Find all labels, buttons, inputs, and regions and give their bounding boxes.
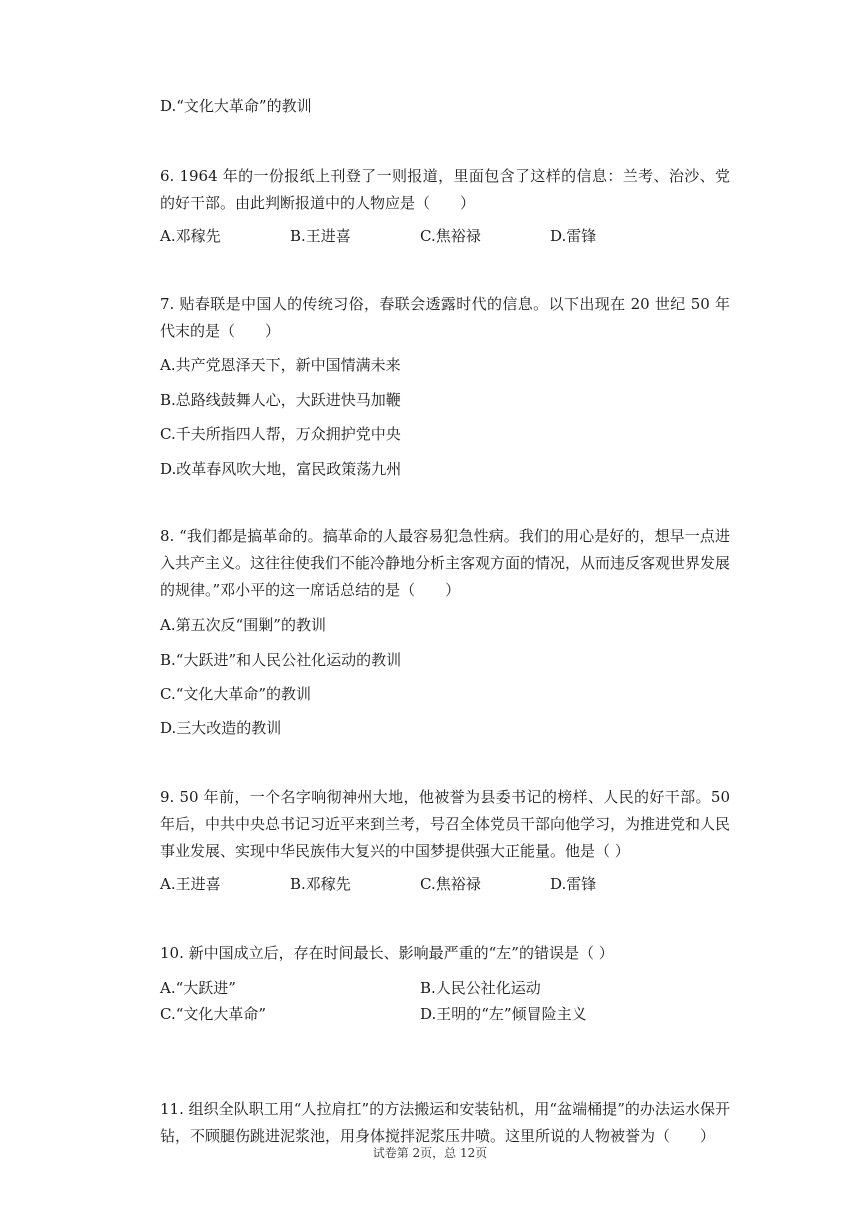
q8-option-c: C.“文化大革命”的教训: [160, 685, 312, 703]
q8-stem: 8. “我们都是搞革命的。搞革命的人最容易犯急性病。我们的用心是好的，想早一点进入共产主义。这往往使我们不能冷静地分析主客观方面的情况，从而违反客观世界发展的规律。”邓小平的这一席话总结的是（ ）: [160, 527, 731, 599]
q6-option-a: A.邓稼先: [160, 227, 221, 245]
q10-option-c: C.“文化大革命”: [160, 1005, 267, 1023]
q9-option-b: B.邓稼先: [290, 875, 351, 893]
q10-option-d: D.王明的“左”倾冒险主义: [420, 1005, 587, 1023]
q7-option-a: A.共产党恩泽天下，新中国情满未来: [160, 356, 401, 374]
q7-option-c: C.千夫所指四人帮，万众拥护党中央: [160, 425, 401, 443]
q5-option-d: D.“文化大革命”的教训: [160, 97, 312, 115]
q9-option-d: D.雷锋: [550, 875, 597, 893]
q10-option-a: A.“大跃进”: [160, 979, 236, 997]
q6-option-d: D.雷锋: [550, 227, 597, 245]
q7-stem: 7. 贴春联是中国人的传统习俗，春联会透露时代的信息。以下出现在 20 世纪 50 年代末的是（ ）: [160, 295, 730, 340]
q6-option-b: B.王进喜: [290, 227, 351, 245]
q9-stem: 9. 50 年前，一个名字响彻神州大地，他被誉为县委书记的榜样、人民的好干部。50 年后，中共中央总书记习近平来到兰考，号召全体党员干部向他学习，为推进党和人民事业发展、实现中华民族伟大复兴的中国梦提供强大正能量。他是（ ）: [160, 788, 731, 860]
q10-option-b: B.人民公社化运动: [420, 979, 541, 997]
q8-option-d: D.三大改造的教训: [160, 719, 282, 737]
q7-option-d: D.改革春风吹大地，富民政策荡九州: [160, 460, 402, 478]
q9-option-c: C.焦裕禄: [420, 875, 481, 893]
q8-option-b: B.“大跃进”和人民公社化运动的教训: [160, 651, 402, 669]
page-footer: 试卷第 2页，总 12页: [372, 1146, 488, 1160]
q9-option-a: A.王进喜: [160, 875, 221, 893]
q7-option-b: B.总路线鼓舞人心，大跃进快马加鞭: [160, 391, 401, 409]
q11-stem: 11. 组织全队职工用“人拉肩扛”的方法搬运和安装钻机，用“盆端桶提”的办法运水保开钻，不顾腿伤跳进泥浆池，用身体搅拌泥浆压井喷。这里所说的人物被誉为（ ）: [160, 1100, 730, 1145]
q6-option-c: C.焦裕禄: [420, 227, 481, 245]
q8-option-a: A.第五次反“围剿”的教训: [160, 616, 326, 634]
q10-stem: 10. 新中国成立后，存在时间最长、影响最严重的“左”的错误是（ ）: [160, 944, 614, 962]
q6-stem: 6. 1964 年的一份报纸上刊登了一则报道，里面包含了这样的信息：兰考、治沙、党的好干部。由此判断报道中的人物应是（ ）: [160, 167, 730, 212]
